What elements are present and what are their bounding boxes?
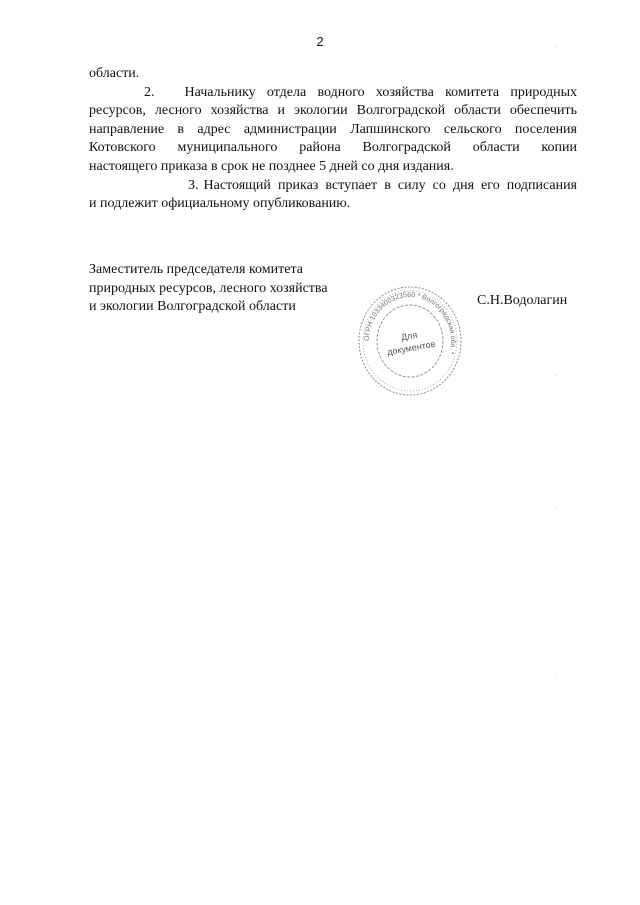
item-2-number: 2. — [144, 84, 155, 100]
signature-position — [89, 261, 339, 317]
scan-dot — [556, 508, 557, 509]
scan-dot — [556, 375, 557, 376]
stamp-ring-text: ОГРН 1033400323560 * Волгоградская обл. * — [363, 291, 457, 356]
paragraph-item-2-line: Котовского муниципального района Волгоградской области копии — [89, 140, 577, 156]
paragraph-item-3-line — [89, 177, 577, 196]
official-stamp — [356, 284, 464, 399]
item-3-text: Настоящий приказ вступает в силу со дня его подписания — [203, 177, 577, 193]
item-3-number: 3. — [188, 177, 199, 193]
position-line: природных ресурсов, лесного хозяйства — [89, 280, 328, 296]
paragraph-item-2-line: направление в адрес администрации Лапшинского сельского поселения — [89, 121, 577, 137]
item-2-text: Начальнику отдела водного хозяйства комитета природных — [184, 84, 577, 100]
paragraph-item-2-line: настоящего приказа в срок не позднее 5 дней со дня издания. — [89, 158, 454, 174]
position-line: и экологии Волгоградской области — [89, 299, 296, 315]
text-line: области. — [89, 66, 140, 81]
paragraph-item-2-line: ресурсов, лесного хозяйства и экологии Волгоградской области обеспечить — [89, 103, 577, 119]
position-line: Заместитель председателя комитета — [89, 262, 303, 277]
document-body — [89, 65, 577, 214]
scan-dot — [556, 46, 557, 47]
paragraph-item-2-line — [89, 84, 577, 103]
stamp-inner-text-top: Для — [400, 329, 418, 343]
page-number: 2 — [316, 34, 324, 49]
scan-dot — [556, 674, 557, 675]
stamp-inner-text-bottom: документов — [386, 338, 437, 358]
signer-name: С.Н.Водолагин — [477, 293, 568, 308]
paragraph-item-3-line: и подлежит официальному опубликованию. — [89, 196, 351, 212]
